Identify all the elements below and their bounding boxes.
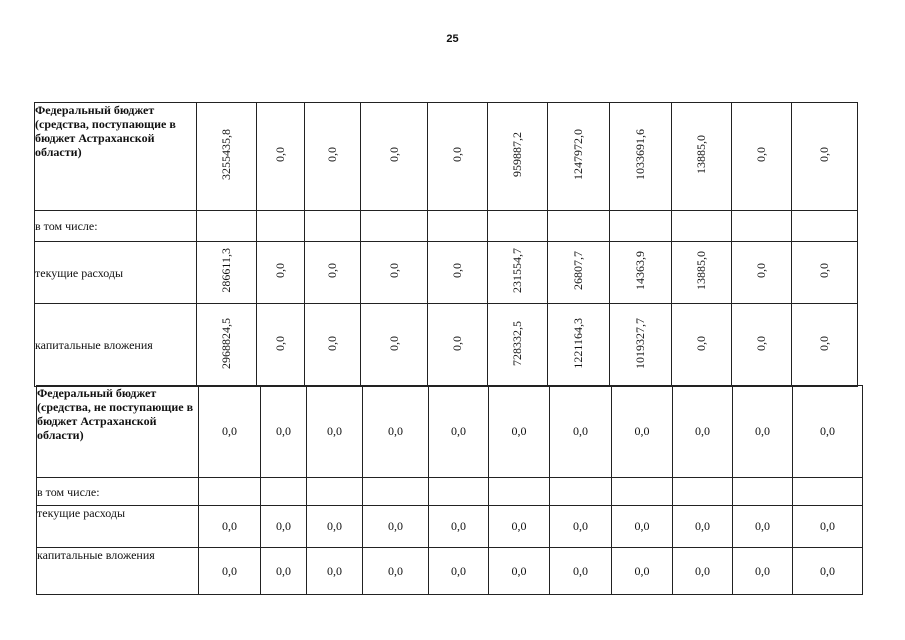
- cell-value: 286611,3: [197, 242, 257, 304]
- row-label: текущие расходы: [37, 506, 199, 548]
- cell-value: 13885,0: [672, 103, 732, 211]
- budget-table-federal-received: [34, 102, 858, 387]
- row-label: в том числе:: [35, 211, 197, 242]
- cell-value: 0,0: [733, 548, 793, 595]
- cell-value: 0,0: [428, 304, 488, 387]
- cell-value: 0,0: [199, 386, 261, 478]
- table-row: [35, 211, 858, 242]
- cell-value: 0,0: [257, 304, 305, 387]
- cell-value: 231554,7: [488, 242, 548, 304]
- row-label: капитальные вложения: [37, 548, 199, 595]
- table-row: [37, 478, 863, 506]
- row-label: капитальные вложения: [35, 304, 197, 387]
- cell-value: 0,0: [305, 304, 361, 387]
- cell-value: 0,0: [307, 548, 363, 595]
- cell-value: 13885,0: [672, 242, 732, 304]
- cell-value: 0,0: [612, 386, 673, 478]
- row-label: Федеральный бюджет (средства, поступающие в бюджет Астраханской области): [35, 103, 197, 211]
- cell-value: 0,0: [429, 506, 489, 548]
- cell-value: 14363,9: [610, 242, 672, 304]
- cell-value: 0,0: [199, 506, 261, 548]
- cell-value: 0,0: [489, 548, 550, 595]
- cell-value: 0,0: [793, 548, 863, 595]
- cell-value: 0,0: [673, 386, 733, 478]
- cell-value: 0,0: [428, 242, 488, 304]
- cell-value: 0,0: [550, 386, 612, 478]
- cell-value: 0,0: [612, 548, 673, 595]
- cell-value: 0,0: [257, 103, 305, 211]
- cell-value: 1033691,6: [610, 103, 672, 211]
- cell-value: 0,0: [361, 304, 428, 387]
- cell-value: 0,0: [261, 386, 307, 478]
- cell-value: 1221164,3: [548, 304, 610, 387]
- cell-value: 2968824,5: [197, 304, 257, 387]
- table-row: [37, 548, 863, 595]
- cell-value: 0,0: [792, 103, 858, 211]
- cell-value: 0,0: [305, 103, 361, 211]
- cell-value: 0,0: [550, 506, 612, 548]
- table-row: [37, 386, 863, 478]
- cell-value: 0,0: [307, 506, 363, 548]
- budget-table-federal-not-received: [36, 385, 863, 595]
- cell-value: 0,0: [673, 548, 733, 595]
- cell-value: 0,0: [261, 548, 307, 595]
- cell-value: 0,0: [732, 304, 792, 387]
- cell-value: 0,0: [672, 304, 732, 387]
- cell-value: 0,0: [612, 506, 673, 548]
- cell-value: 0,0: [673, 506, 733, 548]
- cell-value: 0,0: [793, 386, 863, 478]
- cell-value: 0,0: [792, 304, 858, 387]
- cell-value: 728332,5: [488, 304, 548, 387]
- cell-value: 1019327,7: [610, 304, 672, 387]
- page-number: 25: [446, 33, 459, 45]
- cell-value: 0,0: [428, 103, 488, 211]
- cell-value: 0,0: [550, 548, 612, 595]
- cell-value: 0,0: [305, 242, 361, 304]
- table-row: [37, 506, 863, 548]
- cell-value: 0,0: [199, 548, 261, 595]
- cell-value: 0,0: [733, 386, 793, 478]
- cell-value: 0,0: [363, 506, 429, 548]
- table-row: [35, 103, 858, 211]
- cell-value: 0,0: [429, 386, 489, 478]
- row-label: Федеральный бюджет (средства, не поступающие в бюджет Астраханской области): [37, 386, 199, 478]
- cell-value: 0,0: [733, 506, 793, 548]
- cell-value: 3255435,8: [197, 103, 257, 211]
- cell-value: 0,0: [429, 548, 489, 595]
- cell-value: 0,0: [307, 386, 363, 478]
- cell-value: 0,0: [732, 242, 792, 304]
- cell-value: 26807,7: [548, 242, 610, 304]
- cell-value: 0,0: [793, 506, 863, 548]
- row-label: в том числе:: [37, 478, 199, 506]
- cell-value: 0,0: [732, 103, 792, 211]
- row-label: текущие расходы: [35, 242, 197, 304]
- cell-value: 0,0: [363, 548, 429, 595]
- cell-value: 0,0: [489, 506, 550, 548]
- cell-value: 0,0: [363, 386, 429, 478]
- table-row: [35, 242, 858, 304]
- cell-value: 0,0: [361, 242, 428, 304]
- cell-value: 1247972,0: [548, 103, 610, 211]
- cell-value: 0,0: [257, 242, 305, 304]
- cell-value: 0,0: [489, 386, 550, 478]
- cell-value: 0,0: [792, 242, 858, 304]
- cell-value: 0,0: [261, 506, 307, 548]
- cell-value: 0,0: [361, 103, 428, 211]
- table-row: [35, 304, 858, 387]
- cell-value: 959887,2: [488, 103, 548, 211]
